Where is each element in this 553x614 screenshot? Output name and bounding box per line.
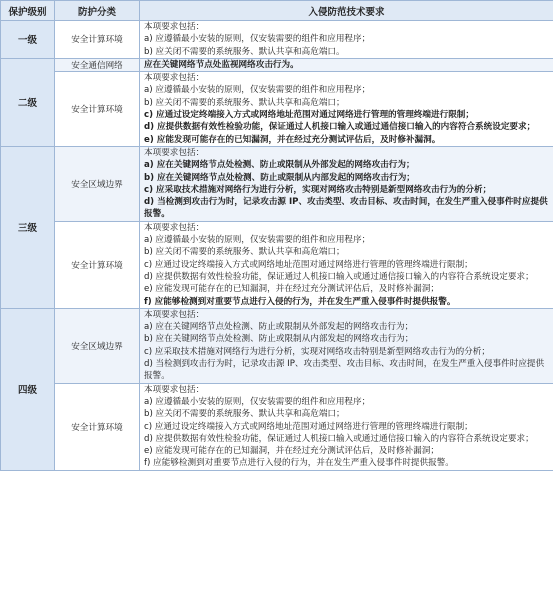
table-row [1,58,553,71]
requirement-line: d) 当检测到攻击行为时，记录攻击源 IP、攻击类型、攻击目标、攻击时间，在发生严重入侵事件时应提供报警。 [144,359,545,382]
requirement-line: d) 应提供数据有效性检验功能，保证通过人机接口输入或通过通信接口输入的内容符合系统设定要求； [144,271,534,282]
requirements-cell [140,308,553,383]
requirement-line: e) 应能发现可能存在的已知漏洞，并在经过充分测试评估后，及时修补漏洞； [144,284,439,295]
protection-category-cell: 安全计算环境 [55,221,140,308]
requirement-line: 应在关键网络节点处监视网络攻击行为。 [144,59,299,70]
header-level: 保护级别 [1,1,55,21]
requirement-line: a) 应在关键网络节点处检测、防止或限制从外部发起的网络攻击行为； [144,160,415,171]
requirement-line: f) 应能够检测到对重要节点进行入侵的行为，并在发生严重入侵事件时提供报警。 [144,458,454,469]
protection-category-cell: 安全计算环境 [55,21,140,59]
table-row [1,383,553,470]
requirement-line: c) 应采取技术措施对网络行为进行分析，实现对网络攻击特别是新型网络攻击行为的分析； [144,184,492,195]
protection-level-cell: 三级 [1,146,55,308]
requirement-line: d) 当检测到攻击行为时，记录攻击源 IP、攻击类型、攻击目标、攻击时间，在发生严重入侵事件时应提供报警。 [144,197,548,220]
requirement-line: a) 应遵循最小安装的原则，仅安装需要的组件和应用程序； [144,396,371,407]
protection-level-cell: 一级 [1,21,55,59]
table-row [1,72,553,147]
requirement-line: b) 应关闭不需要的系统服务、默认共享和高危端口； [144,247,345,258]
requirements-cell [140,146,553,221]
requirement-line: 本项要求包括： [144,309,205,320]
protection-category-cell: 安全通信网络 [55,58,140,71]
requirement-line: 本项要求包括： [144,384,205,395]
requirement-line: b) 应关闭不需要的系统服务、默认共享和高危端口； [144,409,345,420]
header-row [1,1,553,21]
requirement-line: b) 应在关键网络节点处检测、防止或限制从内部发起的网络攻击行为； [144,172,415,183]
requirement-line: e) 应能发现可能存在的已知漏洞，并在经过充分测试评估后，及时修补漏洞。 [144,134,441,145]
requirement-line: a) 应遵循最小安装的原则，仅安装需要的组件和应用程序； [144,34,371,45]
protection-category-cell: 安全计算环境 [55,72,140,147]
requirements-cell [140,58,553,71]
table-row [1,146,553,221]
requirements-cell [140,383,553,470]
requirement-line: e) 应能发现可能存在的已知漏洞，并在经过充分测试评估后，及时修补漏洞； [144,446,439,457]
table-row [1,21,553,59]
requirement-line: 本项要求包括： [144,22,205,32]
requirement-line: d) 应提供数据有效性检验功能，保证通过人机接口输入或通过通信接口输入的内容符合系统设定要求； [144,433,534,444]
requirement-line: c) 应通过设定终端接入方式或网络地址范围对通过网络进行管理的管理终端进行限制； [144,421,473,432]
requirement-line: a) 应在关键网络节点处检测、防止或限制从外部发起的网络攻击行为； [144,322,414,333]
table-row [1,308,553,383]
requirement-line: d) 应提供数据有效性检验功能，保证通过人机接口输入或通过通信接口输入的内容符合系统设定要求； [144,122,536,133]
header-requirements: 入侵防范技术要求 [140,1,553,21]
table-row [1,221,553,308]
requirement-line: f) 应能够检测到对重要节点进行入侵的行为，并在发生严重入侵事件时提供报警。 [144,296,456,307]
requirement-line: 本项要求包括： [144,73,205,84]
requirement-line: a) 应遵循最小安装的原则，仅安装需要的组件和应用程序； [144,85,371,96]
requirement-line: 本项要求包括： [144,222,205,233]
protection-category-cell: 安全区域边界 [55,308,140,383]
header-category: 防护分类 [55,1,140,21]
protection-level-cell: 二级 [1,58,55,146]
requirements-cell [140,221,553,308]
protection-level-cell: 四级 [1,308,55,470]
protection-category-cell: 安全区域边界 [55,146,140,221]
requirement-line: c) 应通过设定终端接入方式或网络地址范围对通过网络进行管理的管理终端进行限制； [144,110,474,121]
requirements-cell [140,21,553,59]
requirement-line: a) 应遵循最小安装的原则，仅安装需要的组件和应用程序； [144,235,371,246]
requirement-line: 本项要求包括： [144,147,205,158]
requirement-line: c) 应通过设定终端接入方式或网络地址范围对通过网络进行管理的管理终端进行限制； [144,259,473,270]
requirement-line: c) 应采取技术措施对网络行为进行分析，实现对网络攻击特别是新型网络攻击行为的分析； [144,346,490,357]
protection-category-cell: 安全计算环境 [55,383,140,470]
requirements-cell [140,72,553,147]
requirement-line: b) 应关闭不需要的系统服务、默认共享和高危端口。 [144,46,345,57]
requirement-line: b) 应关闭不需要的系统服务、默认共享和高危端口； [144,97,345,108]
requirement-line: b) 应在关键网络节点处检测、防止或限制从内部发起的网络攻击行为； [144,334,414,345]
